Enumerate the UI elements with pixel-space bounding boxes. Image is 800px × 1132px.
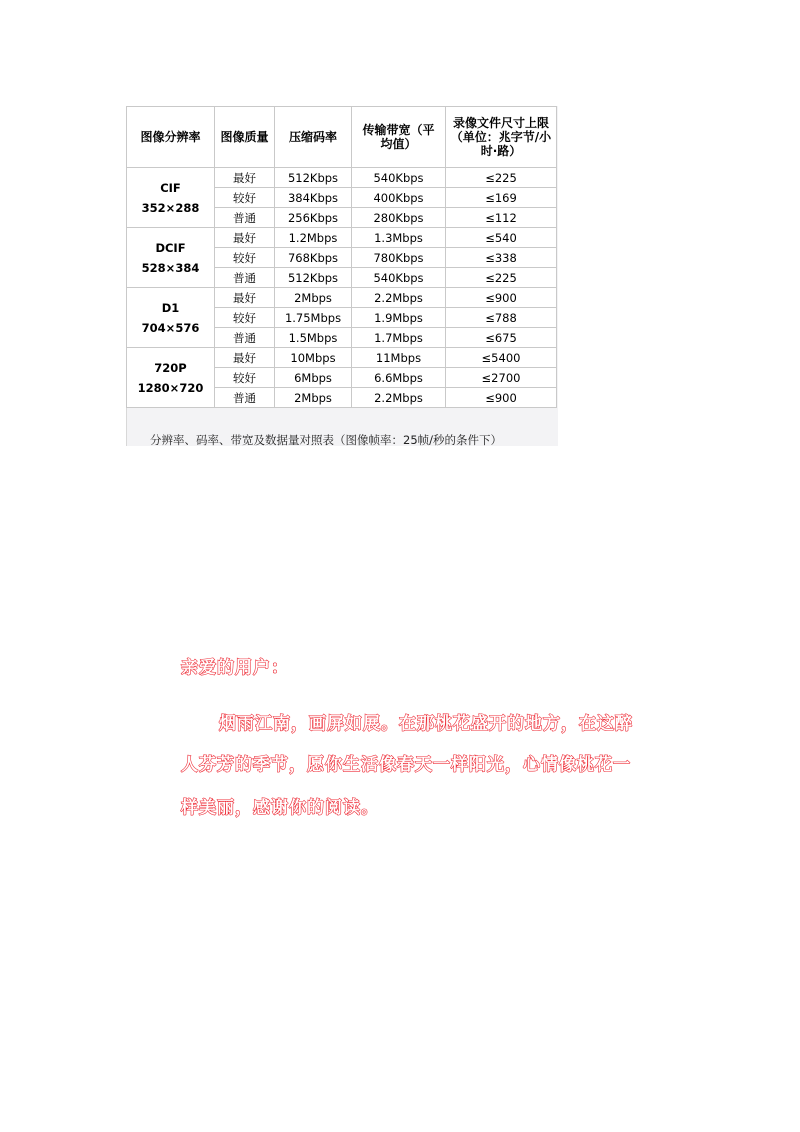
resolution-cell: [127, 168, 215, 228]
table-row: [127, 288, 557, 308]
size-limit-cell: ≤5400: [446, 348, 557, 368]
resolution-size: 352×288: [141, 200, 200, 215]
bandwidth-cell: 540Kbps: [352, 168, 446, 188]
quality-cell: 最好: [215, 348, 275, 368]
size-limit-cell: ≤225: [446, 268, 557, 288]
resolution-name: 720P: [154, 360, 187, 375]
size-limit-cell: ≤675: [446, 328, 557, 348]
quality-cell: 普通: [215, 268, 275, 288]
size-limit-cell: ≤169: [446, 188, 557, 208]
bandwidth-cell: 1.7Mbps: [352, 328, 446, 348]
bitrate-cell: 6Mbps: [275, 368, 352, 388]
resolution-bitrate-table: [126, 106, 557, 408]
table-header-row: [127, 107, 557, 168]
bandwidth-cell: 780Kbps: [352, 248, 446, 268]
resolution-size: 704×576: [141, 320, 200, 335]
bitrate-cell: 512Kbps: [275, 168, 352, 188]
resolution-name: CIF: [160, 180, 181, 195]
bandwidth-cell: 280Kbps: [352, 208, 446, 228]
quality-cell: 最好: [215, 168, 275, 188]
table-row: [127, 228, 557, 248]
resolution-size: 1280×720: [137, 380, 204, 395]
bitrate-cell: 1.5Mbps: [275, 328, 352, 348]
resolution-name: D1: [161, 300, 180, 315]
resolution-name: DCIF: [155, 240, 186, 255]
bitrate-cell: 1.75Mbps: [275, 308, 352, 328]
size-limit-cell: ≤788: [446, 308, 557, 328]
bandwidth-cell: 1.9Mbps: [352, 308, 446, 328]
quality-cell: 最好: [215, 288, 275, 308]
quality-cell: 普通: [215, 328, 275, 348]
table-caption: 分辨率、码率、带宽及数据量对照表（图像帧率：25帧/秒的条件下）: [150, 433, 503, 447]
size-limit-cell: ≤338: [446, 248, 557, 268]
bandwidth-cell: 540Kbps: [352, 268, 446, 288]
letter-line-3: 样美丽，感谢你的阅读。: [181, 798, 379, 818]
bitrate-cell: 1.2Mbps: [275, 228, 352, 248]
resolution-size: 528×384: [141, 260, 200, 275]
quality-cell: 较好: [215, 248, 275, 268]
quality-cell: 普通: [215, 388, 275, 408]
quality-cell: 较好: [215, 308, 275, 328]
size-limit-cell: ≤540: [446, 228, 557, 248]
bitrate-cell: 2Mbps: [275, 388, 352, 408]
bandwidth-cell: 400Kbps: [352, 188, 446, 208]
bitrate-cell: 512Kbps: [275, 268, 352, 288]
header-size-limit: 录像文件尺寸上限（单位：兆字节/小时·路）: [446, 107, 557, 168]
quality-cell: 较好: [215, 368, 275, 388]
table-row: [127, 168, 557, 188]
quality-cell: 最好: [215, 228, 275, 248]
letter-greeting: 亲爱的用户：: [181, 658, 289, 678]
header-bandwidth: 传输带宽（平均值）: [352, 107, 446, 168]
bitrate-cell: 384Kbps: [275, 188, 352, 208]
quality-cell: 较好: [215, 188, 275, 208]
size-limit-cell: ≤112: [446, 208, 557, 228]
bitrate-cell: 256Kbps: [275, 208, 352, 228]
header-bitrate: 压缩码率: [275, 107, 352, 168]
resolution-cell: [127, 228, 215, 288]
bitrate-cell: 10Mbps: [275, 348, 352, 368]
resolution-cell: [127, 288, 215, 348]
bandwidth-cell: 1.3Mbps: [352, 228, 446, 248]
size-limit-cell: ≤2700: [446, 368, 557, 388]
letter-line-1: 烟雨江南，画屏如展。在那桃花盛开的地方，在这醉: [219, 714, 633, 734]
bitrate-cell: 768Kbps: [275, 248, 352, 268]
resolution-cell: [127, 348, 215, 408]
table-row: [127, 348, 557, 368]
bandwidth-cell: 11Mbps: [352, 348, 446, 368]
header-quality: 图像质量: [215, 107, 275, 168]
header-resolution: 图像分辨率: [127, 107, 215, 168]
quality-cell: 普通: [215, 208, 275, 228]
bandwidth-cell: 2.2Mbps: [352, 288, 446, 308]
size-limit-cell: ≤900: [446, 388, 557, 408]
bandwidth-cell: 2.2Mbps: [352, 388, 446, 408]
letter-line-2: 人芬芳的季节，愿你生活像春天一样阳光，心情像桃花一: [181, 755, 631, 775]
bandwidth-cell: 6.6Mbps: [352, 368, 446, 388]
bitrate-cell: 2Mbps: [275, 288, 352, 308]
size-limit-cell: ≤900: [446, 288, 557, 308]
size-limit-cell: ≤225: [446, 168, 557, 188]
